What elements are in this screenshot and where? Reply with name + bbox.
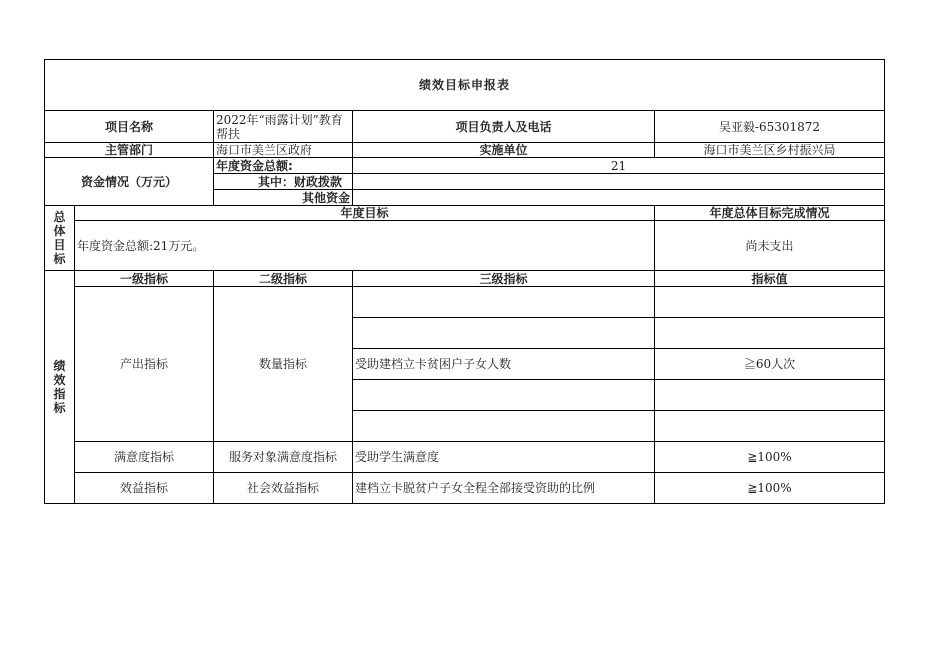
overall-goal-char: 总: [53, 210, 66, 224]
output-level3-cell[interactable]: 受助建档立卡贫困户子女人数: [353, 349, 655, 380]
annual-goal-header: 年度目标: [75, 206, 655, 221]
funds-fiscal-label: 其中：财政拨款: [214, 174, 353, 190]
overall-goal-char: 体: [53, 224, 66, 238]
annual-complete-header: 年度总体目标完成情况: [655, 206, 885, 221]
owner-label: 项目负责人及电话: [353, 111, 655, 143]
benefit-level1: 效益指标: [75, 473, 214, 504]
output-value-cell[interactable]: ≧60人次: [655, 349, 885, 380]
funds-other-value[interactable]: [353, 190, 885, 206]
impl-value[interactable]: 海口市美兰区乡村振兴局: [655, 143, 885, 158]
benefit-value[interactable]: ≧100%: [655, 473, 885, 504]
overall-goal-char: 目: [53, 238, 66, 252]
output-level3-cell[interactable]: [353, 318, 655, 349]
output-level3-cell[interactable]: [353, 380, 655, 411]
funds-label: 资金情况（万元）: [45, 158, 214, 206]
funds-other-label: 其他资金: [214, 190, 353, 206]
owner-value[interactable]: 吴亚毅-65301872: [655, 111, 885, 143]
col-level1-header: 一级指标: [75, 271, 214, 287]
output-level1: 产出指标: [75, 287, 214, 442]
benefit-level2: 社会效益指标: [214, 473, 353, 504]
dept-value[interactable]: 海口市美兰区政府: [214, 143, 353, 158]
output-value-cell[interactable]: [655, 318, 885, 349]
satisfaction-value[interactable]: ≧100%: [655, 442, 885, 473]
output-level3-cell[interactable]: [353, 287, 655, 318]
satisfaction-level2: 服务对象满意度指标: [214, 442, 353, 473]
page-title: 绩效目标申报表: [45, 60, 885, 111]
col-value-header: 指标值: [655, 271, 885, 287]
project-name-label: 项目名称: [45, 111, 214, 143]
annual-goal-text[interactable]: 年度资金总额:21万元。: [75, 221, 655, 271]
performance-target-table: [44, 59, 885, 504]
project-name-value[interactable]: 2022年“雨露计划”教育帮扶: [214, 111, 353, 143]
annual-complete-text[interactable]: 尚未支出: [655, 221, 885, 271]
output-level3-cell[interactable]: [353, 411, 655, 442]
output-level2: 数量指标: [214, 287, 353, 442]
benefit-level3[interactable]: 建档立卡脱贫户子女全程全部接受资助的比例: [353, 473, 655, 504]
impl-label: 实施单位: [353, 143, 655, 158]
funds-total-label: 年度资金总额:: [214, 158, 353, 174]
output-value-cell[interactable]: [655, 287, 885, 318]
satisfaction-level1: 满意度指标: [75, 442, 214, 473]
satisfaction-level3[interactable]: 受助学生满意度: [353, 442, 655, 473]
overall-goal-label: [45, 206, 75, 271]
output-value-cell[interactable]: [655, 411, 885, 442]
perf-indicator-label: [45, 271, 75, 504]
dept-label: 主管部门: [45, 143, 214, 158]
perf-indicator-char: 绩: [53, 359, 66, 373]
perf-indicator-char: 效: [53, 373, 66, 387]
col-level3-header: 三级指标: [353, 271, 655, 287]
funds-total-value[interactable]: 21: [353, 158, 885, 174]
funds-fiscal-value[interactable]: [353, 174, 885, 190]
output-value-cell[interactable]: [655, 380, 885, 411]
perf-indicator-char: 指: [53, 387, 66, 401]
col-level2-header: 二级指标: [214, 271, 353, 287]
perf-indicator-char: 标: [53, 401, 66, 415]
overall-goal-char: 标: [53, 252, 66, 266]
